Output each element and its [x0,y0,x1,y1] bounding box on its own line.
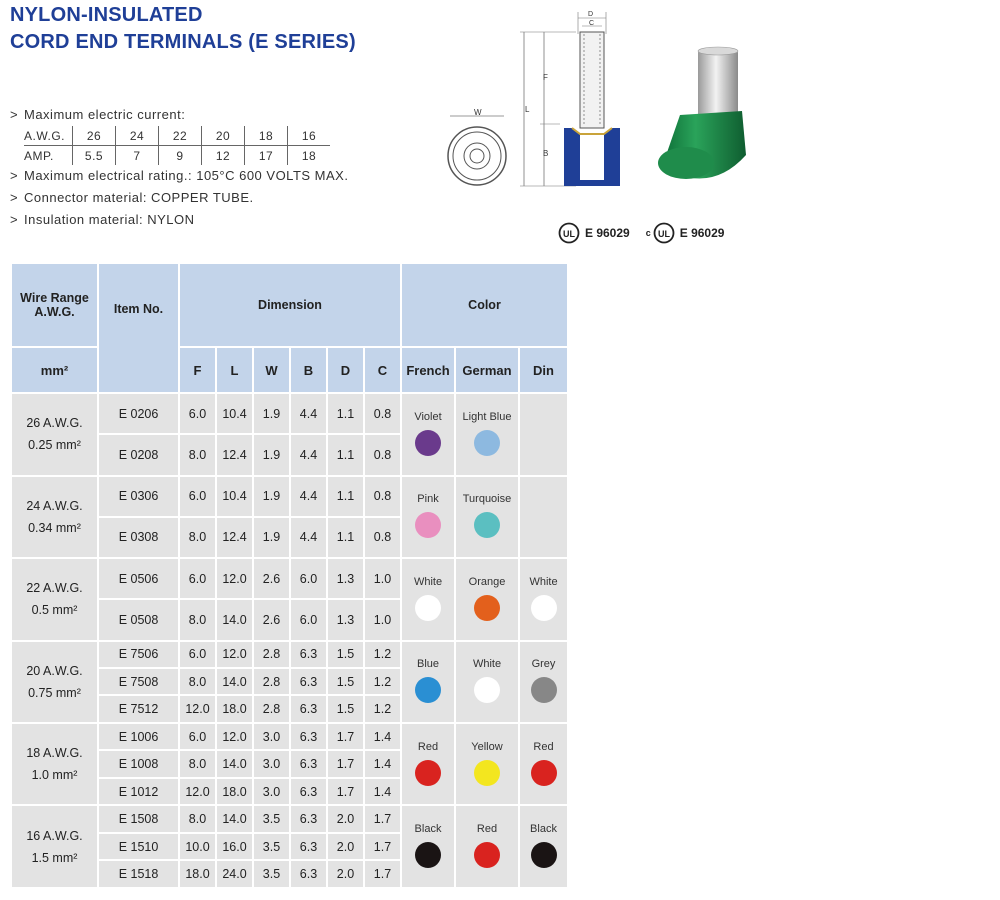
color-name: Black [414,823,442,836]
spec-rating-text: Maximum electrical rating.: 105°C 600 VOLTS MAX. [24,168,349,183]
label-l: L [525,105,530,114]
dim-l-cell: 18.0 [216,695,253,722]
dim-w-cell: 1.9 [253,517,290,558]
awg-value: 26 [73,126,116,146]
wire-mm2: 0.75 mm² [28,685,81,700]
ul-logo-text: UL [563,229,575,239]
color-name: Violet [414,410,442,423]
dim-b-cell: 6.0 [290,558,327,599]
color-french-cell [401,476,455,559]
color-name: Light Blue [462,410,512,423]
dim-c-cell: 1.2 [364,695,401,722]
item-no-cell: E 7506 [98,641,179,668]
awg-value: 16 [288,126,331,146]
color-swatch [415,430,441,456]
color-swatch [474,760,500,786]
dim-d-cell: 1.5 [327,695,364,722]
color-french-cell [401,641,455,723]
color-swatch [415,842,441,868]
item-no-cell: E 7512 [98,695,179,722]
item-no-cell: E 1012 [98,778,179,805]
dim-d-cell: 1.7 [327,723,364,750]
amp-value: 18 [301,148,317,163]
color-name: Yellow [471,740,503,753]
color-din-cell [519,558,568,641]
dim-l-cell: 10.4 [216,393,253,434]
color-swatch [531,760,557,786]
amp-value: 17 [245,146,288,166]
header-color-french: French [401,347,455,393]
wire-awg: 26 A.W.G. [26,416,83,431]
spec-max-current-label: Maximum electric current: [24,107,186,122]
title-line-2: CORD END TERMINALS (E SERIES) [10,31,356,53]
dim-d-cell: 1.1 [327,517,364,558]
bullet-arrow: > [10,190,19,205]
wire-mm2: 1.5 mm² [31,850,78,865]
amp-value: 7 [116,146,159,166]
dim-f-cell: 6.0 [179,476,216,517]
dim-c-cell: 1.0 [364,558,401,599]
color-name: White [413,575,443,588]
dim-l-cell: 18.0 [216,778,253,805]
color-swatch [474,512,500,538]
dim-d-cell: 2.0 [327,833,364,860]
header-dim-w: W [253,347,290,393]
dim-w-cell: 1.9 [253,393,290,434]
subheader-row [11,347,568,393]
awg-amp-table [24,126,330,165]
spec-connector-text: Connector material: COPPER TUBE. [24,190,254,205]
wire-range-cell [11,393,98,476]
dim-f-cell: 6.0 [179,393,216,434]
dim-f-cell: 6.0 [179,558,216,599]
spec-max-current [10,104,348,126]
dim-f-cell: 12.0 [179,695,216,722]
page-title [10,2,356,56]
color-french-cell [401,723,455,805]
dim-l-cell: 14.0 [216,805,253,832]
item-no-cell: E 0506 [98,558,179,599]
dim-b-cell: 4.4 [290,393,327,434]
color-german-cell [455,723,519,805]
color-din-empty-cell [519,393,568,476]
color-swatch [415,677,441,703]
wire-awg: 20 A.W.G. [26,663,83,678]
dim-f-cell: 8.0 [179,805,216,832]
color-german-cell [455,393,519,476]
spec-list [10,104,348,231]
header-mm2: mm² [11,347,98,393]
header-wire-range: Wire Range A.W.G. [11,263,98,347]
ul-number: E 96029 [585,226,630,240]
dim-c-cell: 1.7 [364,860,401,888]
dim-l-cell: 12.4 [216,434,253,475]
wire-mm2: 1.0 mm² [31,768,78,783]
spec-insulation-text: Insulation material: NYLON [24,212,195,227]
table-row [11,805,568,832]
dim-l-cell: 14.0 [216,750,253,777]
wire-range-cell [11,476,98,559]
color-swatch [474,430,500,456]
header-dim-d: D [327,347,364,393]
color-din-cell [519,805,568,888]
color-name: White [529,575,558,588]
wire-awg: 24 A.W.G. [26,498,83,513]
item-no-cell: E 0306 [98,476,179,517]
wire-awg: 18 A.W.G. [26,746,83,761]
awg-row [24,126,330,146]
color-german-cell [455,558,519,641]
amp-value: 9 [159,146,202,166]
dim-w-cell: 3.0 [253,750,290,777]
dim-b-cell: 6.3 [290,750,327,777]
dim-f-cell: 6.0 [179,723,216,750]
item-no-cell: E 0308 [98,517,179,558]
header-dim-c: C [364,347,401,393]
dim-c-cell: 0.8 [364,434,401,475]
color-french-cell [401,393,455,476]
dim-w-cell: 2.8 [253,668,290,695]
dim-f-cell: 6.0 [179,641,216,668]
item-no-cell: E 0206 [98,393,179,434]
dim-w-cell: 2.6 [253,558,290,599]
color-swatch [474,595,500,621]
dim-b-cell: 6.0 [290,599,327,640]
dim-b-cell: 6.3 [290,833,327,860]
terminal-dimension-diagram [436,4,636,194]
dim-c-cell: 1.7 [364,833,401,860]
dim-w-cell: 3.5 [253,805,290,832]
dim-f-cell: 12.0 [179,778,216,805]
dim-l-cell: 24.0 [216,860,253,888]
table-row [11,476,568,517]
color-swatch [415,595,441,621]
dim-d-cell: 1.3 [327,558,364,599]
color-din-cell [519,641,568,723]
table-row [11,558,568,599]
dim-w-cell: 2.8 [253,641,290,668]
color-german-cell [455,641,519,723]
dim-c-cell: 1.4 [364,750,401,777]
dim-b-cell: 4.4 [290,517,327,558]
dim-d-cell: 1.7 [327,750,364,777]
item-no-cell: E 1008 [98,750,179,777]
color-name: Pink [417,493,439,506]
dim-w-cell: 3.0 [253,778,290,805]
dim-b-cell: 6.3 [290,805,327,832]
label-f: F [543,73,548,82]
dim-w-cell: 1.9 [253,434,290,475]
dim-c-cell: 0.8 [364,393,401,434]
header-color-german: German [455,347,519,393]
wire-mm2: 0.5 mm² [31,603,78,618]
dim-d-cell: 1.1 [327,393,364,434]
header-dim-b: B [290,347,327,393]
cul-logo-text: UL [657,229,670,239]
label-b: B [543,149,549,158]
color-french-cell [401,805,455,888]
label-c: C [589,20,595,27]
table-row [11,641,568,668]
color-french-cell [401,558,455,641]
color-name: Turquoise [462,493,512,506]
amp-row [24,146,330,166]
cul-prefix: c [645,228,651,238]
spec-connector [10,187,348,209]
cul-logo-icon [653,222,675,244]
item-no-cell: E 0508 [98,599,179,640]
wire-mm2: 0.25 mm² [28,438,81,453]
dim-c-cell: 0.8 [364,476,401,517]
dim-w-cell: 1.9 [253,476,290,517]
item-no-cell: E 7508 [98,668,179,695]
header-dimension: Dimension [179,263,401,347]
awg-value: 24 [116,126,159,146]
wire-range-cell [11,558,98,641]
bullet-arrow: > [10,212,19,227]
dim-w-cell: 3.0 [253,723,290,750]
awg-value: 18 [245,126,288,146]
table-row [11,723,568,750]
cul-number: E 96029 [679,226,725,240]
color-name: Grey [531,658,556,671]
color-swatch [415,760,441,786]
header-item-no: Item No. [98,263,179,393]
dim-l-cell: 16.0 [216,833,253,860]
header-dim-l: L [216,347,253,393]
color-swatch [531,595,557,621]
dim-d-cell: 1.5 [327,641,364,668]
amp-value: 12 [202,146,245,166]
front-view [448,116,506,185]
color-swatch [474,842,500,868]
item-no-cell: E 1006 [98,723,179,750]
color-swatch [474,677,500,703]
header-row [11,263,568,347]
spec-rating [10,165,348,187]
dim-w-cell: 2.8 [253,695,290,722]
dim-c-cell: 0.8 [364,517,401,558]
wire-range-cell [11,641,98,723]
color-german-cell [455,476,519,559]
dim-d-cell: 2.0 [327,860,364,888]
terminal-photo [650,45,750,195]
terminal-spec-table [10,262,569,889]
dim-f-cell: 8.0 [179,750,216,777]
spec-insulation [10,209,348,231]
awg-value: 22 [159,126,202,146]
wire-range-cell [11,723,98,805]
dim-f-cell: 8.0 [179,434,216,475]
bullet-arrow: > [10,107,19,122]
color-din-empty-cell [519,476,568,559]
dim-b-cell: 6.3 [290,778,327,805]
wire-mm2: 0.34 mm² [28,520,81,535]
color-name: Orange [468,575,506,588]
amp-value: 5.5 [73,146,116,166]
color-name: Red [417,740,439,753]
dim-f-cell: 10.0 [179,833,216,860]
color-din-cell [519,723,568,805]
dim-b-cell: 6.3 [290,695,327,722]
item-no-cell: E 1518 [98,860,179,888]
dim-d-cell: 1.1 [327,434,364,475]
header-dim-f: F [179,347,216,393]
ul-logo-icon [558,222,580,244]
dim-d-cell: 1.1 [327,476,364,517]
amp-label: AMP. [24,146,73,166]
dim-l-cell: 12.4 [216,517,253,558]
dim-w-cell: 2.6 [253,599,290,640]
dim-f-cell: 8.0 [179,599,216,640]
dim-c-cell: 1.4 [364,723,401,750]
item-no-cell: E 1510 [98,833,179,860]
title-line-1: NYLON-INSULATED [10,4,203,26]
dim-c-cell: 1.4 [364,778,401,805]
dim-f-cell: 8.0 [179,668,216,695]
cul-certification [646,222,725,244]
dim-b-cell: 6.3 [290,723,327,750]
label-w: W [474,108,482,117]
item-no-cell: E 0208 [98,434,179,475]
dim-b-cell: 4.4 [290,476,327,517]
dim-l-cell: 10.4 [216,476,253,517]
dim-w-cell: 3.5 [253,860,290,888]
table-row [11,393,568,434]
wire-range-cell [11,805,98,888]
color-name: Red [533,740,554,753]
item-no-cell: E 1508 [98,805,179,832]
dim-c-cell: 1.0 [364,599,401,640]
dim-f-cell: 18.0 [179,860,216,888]
color-swatch [415,512,441,538]
awg-label: A.W.G. [24,126,73,146]
awg-value: 20 [202,126,245,146]
bullet-arrow: > [10,168,19,183]
header-color-din: Din [519,347,568,393]
color-name: White [472,658,502,671]
ul-certification [558,222,630,244]
dim-d-cell: 1.5 [327,668,364,695]
color-name: Red [476,823,498,836]
dim-b-cell: 4.4 [290,434,327,475]
dim-b-cell: 6.3 [290,641,327,668]
dim-d-cell: 1.7 [327,778,364,805]
color-german-cell [455,805,519,888]
header-color: Color [401,263,568,347]
terminal-side-view [564,32,620,186]
dim-l-cell: 12.0 [216,558,253,599]
color-name: Blue [416,658,440,671]
color-name: Black [530,823,557,836]
dim-l-cell: 12.0 [216,641,253,668]
dim-l-cell: 14.0 [216,668,253,695]
color-swatch [531,842,557,868]
color-swatch [531,677,557,703]
wire-awg: 16 A.W.G. [26,828,83,843]
dim-c-cell: 1.2 [364,641,401,668]
dim-b-cell: 6.3 [290,668,327,695]
label-d: D [588,11,594,18]
certification-row [558,222,740,244]
dim-w-cell: 3.5 [253,833,290,860]
dim-d-cell: 2.0 [327,805,364,832]
dim-l-cell: 14.0 [216,599,253,640]
dim-l-cell: 12.0 [216,723,253,750]
dim-c-cell: 1.7 [364,805,401,832]
dim-b-cell: 6.3 [290,860,327,888]
wire-awg: 22 A.W.G. [26,581,83,596]
dim-d-cell: 1.3 [327,599,364,640]
dim-c-cell: 1.2 [364,668,401,695]
dim-f-cell: 8.0 [179,517,216,558]
